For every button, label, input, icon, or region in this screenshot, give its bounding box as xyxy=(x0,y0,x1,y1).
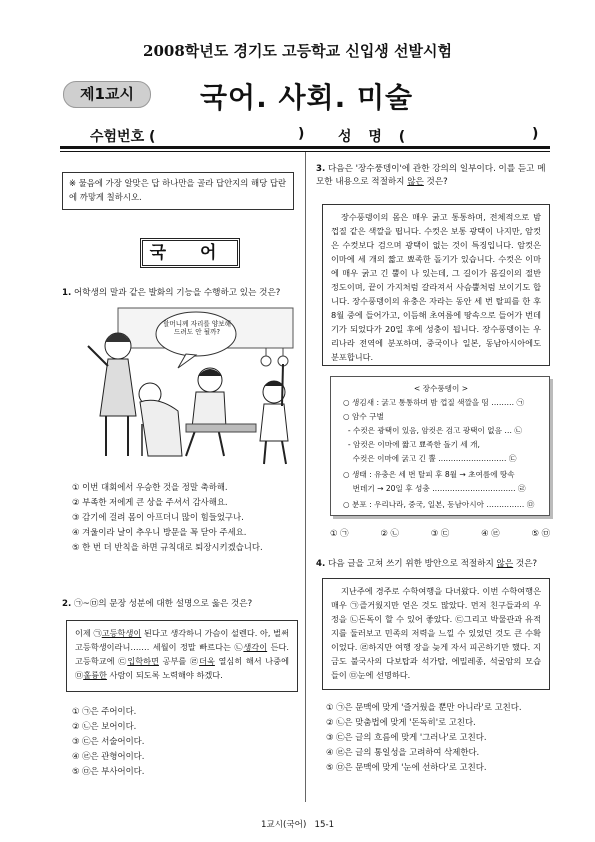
question-2 xyxy=(62,598,302,611)
question-text: 다음 글을 고쳐 쓰기 위한 방안으로 적절하지 xyxy=(327,559,497,569)
question-text: 것은? xyxy=(423,177,448,187)
memo-line: - 수컷은 광택이 있음, 암컷은 검고 광택이 없음 … ㉡ xyxy=(343,426,522,435)
memo-line: ○ 분포 : 우리나라, 중국, 일본, 동남아시아 …………… ㉤ xyxy=(343,500,535,509)
name-close: ) xyxy=(532,126,539,142)
underlined-word: 입학하면 xyxy=(127,656,159,666)
q4-options xyxy=(326,700,552,775)
header-rule xyxy=(60,146,550,149)
question-text: ㉠~㉤의 문장 성분에 대한 설명으로 옳은 것은? xyxy=(73,599,253,609)
option-1[interactable]: ① ㉠은 주어이다. xyxy=(72,706,137,716)
memo-title: < 장수풍뎅이 > xyxy=(413,384,469,393)
memo-line: ○ 생김새 : 굵고 통통하며 밤 껍질 색깔을 띰 ……… ㉠ xyxy=(343,398,525,407)
underlined-word: 생각이 xyxy=(243,642,268,652)
memo-line: 수컷은 이마에 굵고 긴 뿔 ……………………… ㉢ xyxy=(343,454,517,463)
underlined-word: 더욱 xyxy=(199,656,215,666)
underlined-word: 않은 xyxy=(496,559,514,569)
question-number: 3. xyxy=(316,164,326,174)
passage-text: 공부를 ㉣ xyxy=(158,656,200,666)
option-3[interactable]: ③ 감기에 걸려 몸이 아프더니 많이 힘들었구나. xyxy=(72,512,244,522)
q3-passage: 장수풍뎅이의 몸은 매우 굵고 통통하며, 전체적으로 밤 껍질 같은 색깔을 띱니다. 수컷은 보통 광택이 나지만, 암컷은 수컷보다 검으며 광택이 없는 것이 특징입니다. 암컷은 이마에 세 개의 짧고 뾰족한 돌기가 있습니다. 수컷은 이마에 매우 굵고 긴 뿔이 나 있는데, 그 길이가 몸길이의 절반 정도이며, 끝이 가지처럼 갈라져서 사슴뿔처럼 보이기도 합니다. 장수풍뎅이의 유충은 자라는 동안 세 번 탈피를 한 후 8월 중에 들어가고, 이듬해 초여름에 땅속으로 들어가 번데기가 되었다가 20일 후에 성충이 됩니다. 장수풍뎅이는 우리나라 전역에 분포하며, 중국이나 일본, 동남아시아에도 분포합니다. xyxy=(322,204,550,366)
q2-passage xyxy=(66,620,298,692)
underlined-word: 훌륭한 xyxy=(83,670,107,680)
option-4[interactable]: ④ ㉣ xyxy=(481,528,500,538)
option-3[interactable]: ③ ㉢은 글의 흐름에 맞게 '그러나'로 고친다. xyxy=(326,732,487,742)
passage-text: 열심히 해서 나중에 ㉤ xyxy=(75,656,289,680)
q3-options xyxy=(330,526,550,541)
option-5[interactable]: ⑤ 한 번 더 반칙을 하면 규칙대로 퇴장시키겠습니다. xyxy=(72,542,263,552)
passage-text: 사람이 되도록 노력해야 하겠다. xyxy=(106,670,223,680)
question-number: 4. xyxy=(316,559,326,569)
exam-number-close: ) xyxy=(298,126,305,142)
underlined-word: 고등학생이 xyxy=(101,628,142,638)
cartoon-illustration xyxy=(78,306,298,466)
name-label: 성 명 ( xyxy=(338,129,412,145)
q2-options xyxy=(72,704,300,779)
option-5[interactable]: ⑤ ㉤ xyxy=(531,528,550,538)
option-4[interactable]: ④ ㉣은 관형어이다. xyxy=(72,751,145,761)
option-3[interactable]: ③ ㉢ xyxy=(430,528,450,538)
instruction-notice: ※ 물음에 가장 알맞은 답 하나만을 골라 답안지의 해당 답란에 까맣게 칠하시오. xyxy=(62,172,294,210)
option-4[interactable]: ④ 겨울이라 날이 추우니 방문을 꼭 닫아 주세요. xyxy=(72,527,247,537)
exam-title: 2008학년도 경기도 고등학교 신입생 선발시험 xyxy=(143,42,452,60)
option-4[interactable]: ④ ㉣은 글의 통일성을 고려하여 삭제한다. xyxy=(326,747,480,757)
q4-passage: 지난주에 경주로 수학여행을 다녀왔다. 이번 수학여행은 매우 ㉠즐거웠지만 얻은 것도 많았다. 먼저 친구들과의 우정을 ㉡돈독이 할 수 있어 좋았다. ㉢그리고 박물관과 유적지를 둘러보고 민족의 저력을 느낄 수 있었던 것도 큰 수확이었다. ㉣하지만 여행 장을 늦게 자서 피곤하기만 했다. 지금도 불국사의 다보탑과 석가탑, 에밀레종, 석굴암의 모습들이 ㉤눈에 선명하다. xyxy=(322,578,550,690)
passage-text: 이제 ㉠ xyxy=(75,628,102,638)
option-2[interactable]: ② ㉡ xyxy=(380,528,399,538)
option-2[interactable]: ② ㉡은 맞춤법에 맞게 '돈독히'로 고친다. xyxy=(326,717,476,727)
option-3[interactable]: ③ ㉢은 서술어이다. xyxy=(72,736,145,746)
option-2[interactable]: ② ㉡은 보어이다. xyxy=(72,721,137,731)
q1-options xyxy=(72,480,300,555)
question-number: 1. xyxy=(62,288,72,298)
question-text: 것은? xyxy=(513,559,538,569)
question-1 xyxy=(62,287,302,300)
column-divider xyxy=(305,152,306,802)
period-badge: 제1교시 xyxy=(63,81,151,108)
option-1[interactable]: ① ㉠은 문맥에 맞게 '즐거웠을 뿐만 아니라'로 고친다. xyxy=(326,702,522,712)
subjects-title: 국어. 사회. 미술 xyxy=(200,81,414,114)
underlined-word: 않은 xyxy=(407,177,424,187)
option-1[interactable]: ① ㉠ xyxy=(330,528,349,538)
page-footer: 1교시(국어) 15-1 xyxy=(260,820,335,830)
option-5[interactable]: ⑤ ㉤은 부사어이다. xyxy=(72,766,145,776)
option-1[interactable]: ① 이번 대회에서 우승한 것을 정말 축하해. xyxy=(72,482,228,492)
question-number: 2. xyxy=(62,599,72,609)
question-text: 어학생의 말과 같은 발화의 기능을 수행하고 있는 것은? xyxy=(73,288,281,298)
passage-text: 된다고 생각하니 가슴이 설렌다. 아, 벌써 고등학생이라니……. 세월이 정말 빠르다는 ㉡ xyxy=(75,628,289,652)
memo-line: - 암컷은 이마에 짧고 뾰족한 돌기 세 개, xyxy=(343,440,480,449)
passage-text: 든다. 고등학교에 ㉢ xyxy=(75,642,289,666)
memo-card xyxy=(330,376,550,516)
option-2[interactable]: ② 부족한 저에게 큰 상을 주셔서 감사해요. xyxy=(72,497,228,507)
speech-bubble-text: 할머니께 자리를 양보해 드려도 안 될까? xyxy=(163,320,231,336)
memo-line: ○ 암수 구별 xyxy=(343,412,384,421)
exam-number-label: 수험번호 ( xyxy=(90,129,156,145)
memo-line: 번데기 → 20일 후 성충 …………………………… ㉣ xyxy=(343,484,526,493)
question-4 xyxy=(316,558,551,571)
memo-line: ○ 생태 : 유충은 세 번 탈피 후 8월 → 초여름에 땅속 xyxy=(343,470,515,479)
question-3 xyxy=(316,163,551,189)
section-title: 국 어 xyxy=(140,238,240,268)
question-text: 다음은 '장수풍뎅이'에 관한 강의의 일부이다. 이를 듣고 메모한 내용으로 적절하지 xyxy=(316,164,546,187)
option-5[interactable]: ⑤ ㉤은 문맥에 맞게 '눈에 선하다'로 고친다. xyxy=(326,762,487,772)
